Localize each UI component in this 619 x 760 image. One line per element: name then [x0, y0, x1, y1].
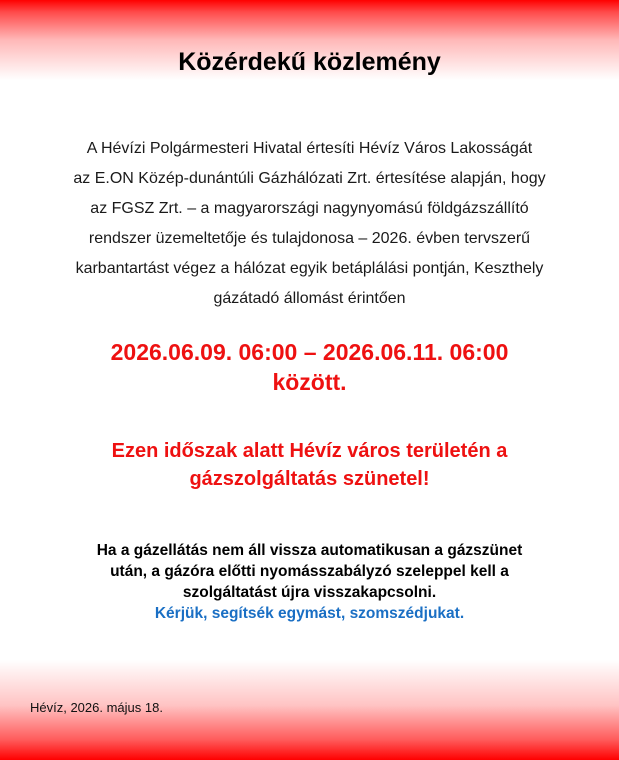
- intro-line: rendszer üzemeltetője és tulajdonosa – 2026. évben tervszerű: [88, 230, 531, 247]
- outage-period-suffix: között.: [272, 369, 347, 395]
- warning-line: Ezen időszak alatt Hévíz város területén a: [111, 440, 508, 462]
- intro-line: karbantartást végez a hálózat egyik betáplálási pontján, Keszthely: [75, 260, 544, 277]
- outage-period: [0, 337, 619, 397]
- intro-paragraph: [30, 134, 589, 314]
- intro-line: az FGSZ Zrt. – a magyarországi nagynyomású földgázszállító: [90, 200, 529, 217]
- note-line: szolgáltatást újra visszakapcsolni.: [182, 584, 437, 601]
- page-title: Közérdekű közlemény: [178, 48, 441, 76]
- outage-period-range: 2026.06.09. 06:00 – 2026.06.11. 06:00: [110, 339, 509, 365]
- signature-date: Hévíz, 2026. május 18.: [30, 700, 163, 715]
- note-line: Ha a gázellátás nem áll vissza automatikusan a gázszünet: [96, 542, 523, 559]
- intro-line: az E.ON Közép-dunántúli Gázhálózati Zrt. értesítése alapján, hogy: [73, 170, 546, 187]
- plea-line: Kérjük, segítsék egymást, szomszédjukat.: [154, 605, 465, 622]
- outage-warning: [0, 437, 619, 493]
- instruction-note: [20, 540, 599, 624]
- warning-line: gázszolgáltatás szünetel!: [189, 468, 430, 490]
- intro-line: gázátadó állomást érintően: [213, 290, 406, 307]
- intro-line: A Hévízi Polgármesteri Hivatal értesíti Hévíz Város Lakosságát: [86, 140, 533, 157]
- note-line: után, a gázóra előtti nyomásszabályzó szeleppel kell a: [110, 563, 509, 580]
